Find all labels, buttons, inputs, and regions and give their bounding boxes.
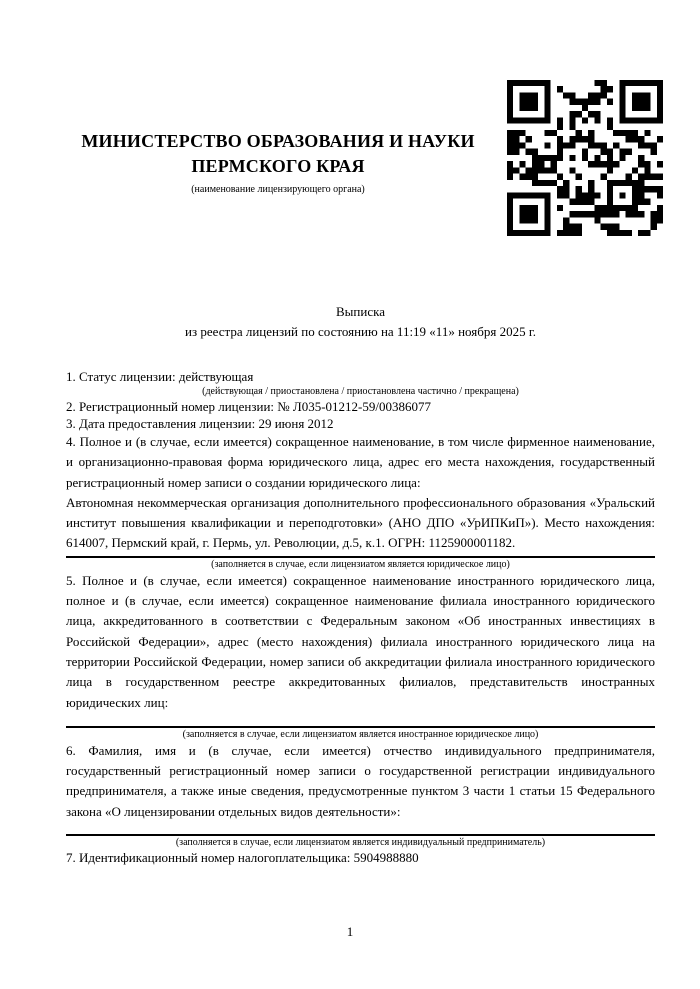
field-foreign-entity-hint: (заполняется в случае, если лицензиатом является иностранное юридическое лицо) (182, 728, 539, 740)
qr-code-image (507, 80, 663, 236)
field-foreign-entity-prompt: 5. Полное и (в случае, если имеется) сокращенное наименование иностранного юридического лица, полное и (в случае, если имеется) сокращенное наименование филиала иностранного юридического лица, аккредитованного в соответствии с Федеральным законом «Об иностранных инвестициях в Российской Федерации», адрес (место нахождения) филиала иностранного юридического лица на территории Российской Федерации, номер записи об аккредитации филиала иностранного юридического лица в государственном реестре аккредитованных филиалов, представительств иностранных юридических лиц: (66, 572, 655, 710)
ministry-name-line2: ПЕРМСКОГО КРАЯ (191, 156, 365, 176)
document-title (66, 302, 655, 341)
ministry-name-line1: МИНИСТЕРСТВО ОБРАЗОВАНИЯ И НАУКИ (81, 131, 475, 151)
field-legal-entity-value: Автономная некоммерческая организация дополнительного профессионального образования «Уральский институт повышения квалификации и переподготовки» (АНО ДПО «УрИПКиП»). Место нахождения: 614007, Пермский край, г. Пермь, ул. Революции, д.5, к.1. ОГРН: 1125900001182. (66, 494, 655, 551)
ministry-header (62, 129, 494, 195)
ministry-caption: (наименование лицензирующего органа) (191, 184, 365, 195)
field-taxpayer-inn: 7. Идентификационный номер налогоплательщика: 5904988880 (66, 850, 419, 866)
qr-code (507, 80, 663, 236)
page-number: 1 (346, 924, 354, 939)
field-license-status: 1. Статус лицензии: действующая (66, 369, 254, 384)
field-individual-entrepreneur-hint: (заполняется в случае, если лицензиатом является индивидуальный предприниматель) (175, 837, 546, 849)
field-individual-entrepreneur-prompt: 6. Фамилия, имя и (в случае, если имеется) отчество индивидуального предпринимателя, государственный регистрационный номер записи о государственной регистрации индивидуального предпринимателя, а также иные сведения, предусмотренные пунктом 3 части 1 статьи 15 Федерального закона «О лицензировании отдельных видов деятельности»: (66, 742, 655, 819)
document-title-line1: Выписка (336, 304, 385, 319)
document-body (66, 368, 655, 866)
field-legal-entity-hint: (заполняется в случае, если лицензиатом является юридическое лицо) (211, 558, 510, 570)
field-license-status-hint: (действующая / приостановлена / приостановлена частично / прекращена) (202, 386, 519, 397)
document-title-line2: из реестра лицензий по состоянию на 11:19 «11» ноября 2025 г. (185, 323, 536, 339)
field-grant-date: 3. Дата предоставления лицензии: 29 июня 2012 (66, 416, 334, 431)
field-registration-number: 2. Регистрационный номер лицензии: № Л035-01212-59/00386077 (66, 399, 432, 414)
field-legal-entity-prompt: 4. Полное и (в случае, если имеется) сокращенное наименование, в том числе фирменное наименование, и организационно-правовая форма юридического лица, адрес его места нахождения, государственный регистрационный номер записи о создании юридического лица: (66, 434, 655, 490)
